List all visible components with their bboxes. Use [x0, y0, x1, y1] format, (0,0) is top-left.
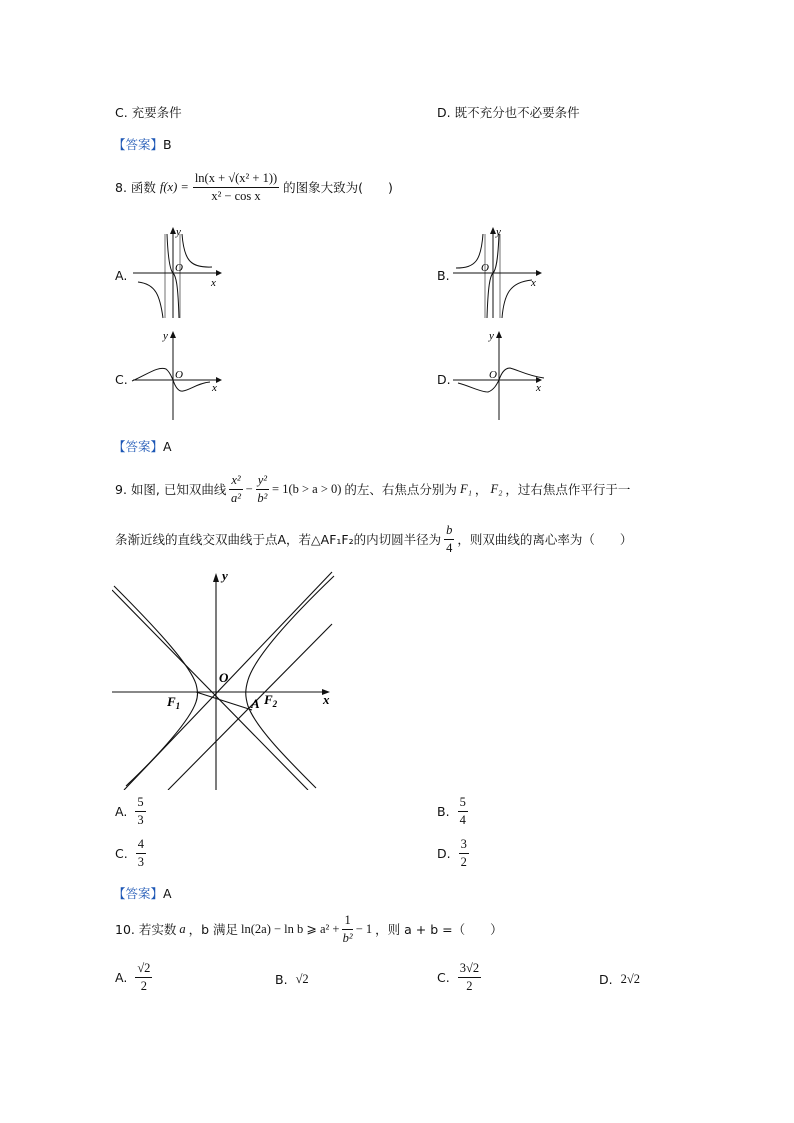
question-number: 10. 若实数	[115, 922, 177, 937]
y-arrow-icon	[496, 331, 502, 338]
line2-end: ，则双曲线的离心率为（ ）	[457, 532, 633, 547]
x-label: x	[212, 382, 217, 394]
eq-y-numerator: y²	[256, 474, 269, 490]
option-label: C.	[437, 969, 450, 985]
line1-rest: 的左、右焦点分别为	[344, 482, 457, 497]
y-arrow-icon	[213, 573, 219, 582]
fig-origin-label: O	[219, 670, 229, 685]
eq-a-denominator: a²	[231, 490, 241, 505]
fraction-denominator: 2	[466, 978, 473, 993]
x-label: x	[536, 382, 541, 394]
q7-option-c: C. 充要条件	[115, 105, 182, 120]
curve-right-lower	[502, 280, 532, 318]
q8-option-d-label: D.	[437, 372, 451, 387]
separator: ，	[474, 482, 488, 497]
x-arrow-icon	[536, 270, 542, 276]
fraction-denominator: 4	[459, 812, 466, 827]
q9-option-a	[115, 796, 146, 826]
question-number: 8. 函数	[115, 180, 156, 195]
answer-tag: 【答案】	[113, 886, 164, 901]
x-label: x	[211, 277, 216, 289]
parallel-line	[168, 624, 332, 790]
fraction-numerator: √2	[135, 962, 152, 978]
option-label: B.	[275, 972, 288, 987]
origin-label: O	[481, 262, 489, 274]
fraction-denominator: 3	[137, 812, 144, 827]
q9-stem-line1	[115, 474, 630, 504]
stem-middle: ，b 满足	[188, 922, 239, 937]
line2-start: 条渐近线的直线交双曲线于点A，若△AF₁F₂的内切圆半径为	[115, 532, 442, 547]
inequality-end: − 1	[355, 921, 373, 936]
answer-tag: 【答案】	[113, 137, 164, 152]
q9-option-d	[437, 838, 469, 868]
graph-option-b	[448, 224, 544, 320]
x-label: x	[531, 277, 536, 289]
q9-answer	[113, 884, 172, 902]
q8-option-a-label: A.	[115, 268, 128, 283]
origin-label: O	[489, 369, 497, 381]
formula-lhs: f(x) =	[159, 179, 189, 194]
segment-f1-a	[196, 692, 252, 710]
option-label: D.	[599, 972, 613, 987]
radius-fraction	[444, 524, 454, 554]
option-fraction	[459, 838, 469, 868]
option-label: D.	[437, 845, 451, 861]
q9-option-c	[115, 838, 146, 868]
hyperbola-right-branch	[246, 576, 334, 788]
answer-tag: 【答案】	[113, 439, 164, 454]
fraction-numerator: 3√2	[458, 962, 481, 978]
curve-left-lower	[138, 282, 163, 318]
q10-stem	[115, 914, 503, 944]
fig-y-label: y	[222, 568, 228, 583]
origin-label: O	[175, 369, 183, 381]
fraction-numerator: 1	[342, 914, 352, 930]
x-arrow-icon	[216, 270, 222, 276]
eq-minus: −	[245, 481, 253, 496]
fraction-denominator: 2	[140, 978, 147, 993]
var-a: a	[179, 921, 186, 936]
hyperbola-figure	[112, 568, 338, 790]
option-fraction	[135, 962, 152, 992]
q10-option-b	[275, 972, 309, 987]
q8-answer	[113, 437, 172, 455]
option-fraction	[458, 962, 481, 992]
eq-fraction-x	[229, 474, 242, 504]
hyperbola-left-branch	[114, 586, 198, 786]
fig-a-label: A	[251, 696, 260, 711]
curve-left-upper	[456, 234, 483, 268]
answer-value: B	[163, 137, 172, 152]
formula-denominator: x² − cos x	[211, 188, 261, 203]
q8-option-c-label: C.	[115, 372, 128, 387]
fig-f2-label: $F_2$	[264, 692, 278, 709]
fraction-numerator: 3	[459, 838, 469, 854]
option-label: A.	[115, 969, 128, 985]
option-label: A.	[115, 803, 128, 819]
graph-option-d	[448, 326, 544, 422]
inequality-fraction	[342, 914, 352, 944]
q10-option-a	[115, 962, 152, 992]
fig-x-label: x	[323, 692, 330, 707]
x-arrow-icon	[216, 377, 222, 383]
curve-right-upper	[182, 234, 212, 267]
q7-answer	[113, 135, 172, 153]
answer-value: A	[163, 886, 172, 901]
option-value: √2	[295, 972, 309, 986]
fraction-denominator: 2	[460, 854, 467, 869]
option-fraction	[136, 838, 146, 868]
fraction-denominator: b²	[342, 930, 353, 945]
fig-f1-label: $F_1$	[167, 694, 181, 711]
focus-f2: F₂	[490, 481, 503, 496]
option-label: B.	[437, 803, 450, 819]
q9-stem-line2	[115, 524, 632, 554]
answer-value: A	[163, 439, 172, 454]
formula-fraction	[193, 172, 279, 202]
fraction-numerator: 5	[458, 796, 468, 812]
y-label: y	[489, 330, 494, 342]
q10-option-c	[437, 962, 481, 992]
eq-x-numerator: x²	[229, 474, 242, 490]
asymptote-1	[112, 590, 308, 790]
fraction-numerator: 4	[136, 838, 146, 854]
inequality: ln(2a) − ln b ⩾ a² +	[241, 922, 340, 936]
q10-option-d	[599, 972, 640, 987]
origin-label: O	[175, 262, 183, 274]
option-value: 2√2	[620, 972, 640, 986]
q8-stem	[115, 172, 393, 202]
fraction-denominator: 3	[137, 854, 144, 869]
focus-f1: F₁	[459, 481, 472, 496]
option-label: C.	[115, 845, 128, 861]
fraction-numerator: 5	[135, 796, 145, 812]
q8-option-b-label: B.	[437, 268, 450, 283]
line1-end: ，过右焦点作平行于一	[505, 482, 631, 497]
eq-b-denominator: b²	[257, 490, 268, 505]
y-label: y	[163, 330, 168, 342]
q9-option-b	[437, 796, 468, 826]
question-suffix: 的图象大致为( )	[283, 180, 393, 195]
radius-denominator: 4	[446, 540, 453, 555]
eq-rhs: = 1(b > a > 0)	[272, 481, 342, 496]
option-fraction	[458, 796, 468, 826]
q7-option-d: D. 既不充分也不必要条件	[437, 105, 580, 120]
question-number: 9. 如图, 已知双曲线	[115, 482, 227, 497]
radius-numerator: b	[444, 524, 454, 540]
y-arrow-icon	[170, 331, 176, 338]
stem-suffix: ，则 a + b =（ ）	[375, 922, 503, 937]
formula-numerator: ln(x + √(x² + 1))	[193, 172, 279, 188]
y-label: y	[176, 226, 181, 238]
eq-fraction-y	[256, 474, 269, 504]
option-fraction	[135, 796, 145, 826]
y-label: y	[496, 226, 501, 238]
graph-option-a	[128, 224, 224, 320]
graph-option-c	[128, 326, 224, 422]
